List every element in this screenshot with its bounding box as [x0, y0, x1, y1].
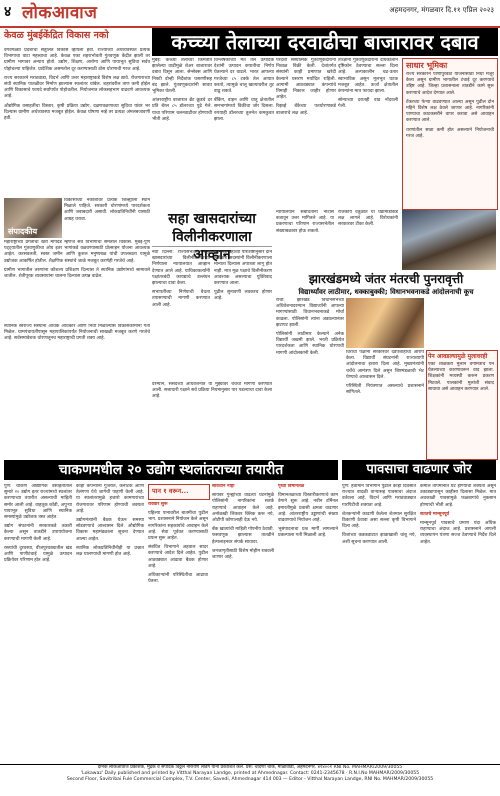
mid-story-continued: दरम्यान, संसदेच्या अधिवेशनात या मुद्द्यावर चर्चेची मागणी करण्यात आली. सत्ताधारी पक्षाने सर्व प्रक्रिया नियमानुसार पार पडल्याचा दावा केला आहे.	[152, 382, 272, 400]
mid-story-col-3: न्यायालयाने संबंधितांना नोटीस बजावून उत्तर मागितले आहे. या प्रकरणाचा परिणाम राज्यसभेतील संख्याबळावर होऊ शकतो.	[276, 210, 334, 234]
bottom-story-col-2: काही कंपन्यांनी गुजरात, कर्नाटक आणि तेलंगणा येथे जागेची पाहणी केली आहे. या स्थलांतरामुळे हजारो कामगारांच्या रोजगारावर परिणाम होण्याची शक्यता आहे. उद्योगमंत्र्यांनी बैठक घेऊन समस्या सोडवण्याचे आश्वासन दिले. औद्योगिक विकास महामंडळाला सूचना देण्यात आल्या आहेत. स्थानिक लोकप्रतिनिधींनीही या प्रश्नात लक्ष घालण्याची मागणी होत आहे.	[76, 484, 144, 558]
rain-story-headline: पावसाचा वाढणार जोर	[342, 460, 496, 480]
newspaper-logo: लोकआवाज	[22, 3, 98, 23]
left-story-body-3: स्थानिक स्वराज्य संस्थांना अधिक अधिकार आणि निधी मिळाल्यास विकासकामांना गती मिळेल. ग्रामपंचायतींपासून महापालिकांपर्यंत नियोजनाची साखळी मजबूत करणे गरजेचे आहे. सर्वसमावेशक धोरणातूनच महाराष्ट्राची प्रगती शक्य आहे.	[4, 324, 150, 342]
main-headline: कच्च्या तेलाच्या दरवाढीचा बाजारावर दबाव	[152, 28, 498, 56]
bottom-story-col-4: सावधान नाही सायबर गुन्ह्यांच्या वाढत्या घटनांमुळे पोलिसांनी नागरिकांना सतर्क राहण्याचे आवाहन केले आहे. अनोळखी लिंकवर क्लिक करू नये, ओटीपी कोणालाही देऊ नये. बँक खात्यांची माहिती गोपनीय ठेवावी. फसवणूक झाल्यास तातडीने हेल्पलाइनवर संपर्क साधावा. जनजागृतीसाठी विशेष मोहीम राबवली जाणार आहे.	[212, 484, 274, 561]
lower-item-3-title: पृथ्वी विमानतळ	[278, 484, 305, 489]
left-story-body-2: महाराष्ट्राच्या प्रगतीचा खरा मापदंड म्हणजे सर्व विभागांचा समतोल विकास. मुंबई-पुणे पट्ट्यातील गुंतवणुकीचा ओघ इतर भागांकडे वळवण्यासाठी प्रोत्साहन योजना आवश्यक आहेत. करसवलती, स्वस्त जमीन आणि कुशल मनुष्यबळ यांची उपलब्धता यामुळे उद्योजक आकर्षित होतील. शैक्षणिक संस्थांचे जाळे मजबूत करणेही गरजेचे आहे. ग्रामीण भागातील तरुणांना कौशल्य प्रशिक्षण दिल्यास ते स्थानिक उद्योगांमध्ये सामावले जातील. शेतीपूरक व्यवसायांना चालना दिल्यास उत्पन्न वाढेल.	[4, 240, 150, 280]
footer-line-3: Second Floor, Savitribai Fule Commercial Complex, T.V. Center, Savedi, Ahmednagar 414 003 — Editor - Vitthal Narayan Landge, RNI No. MAHMAR/2009/30055	[66, 777, 434, 782]
protest-photo	[402, 210, 496, 270]
rain-story-col-2: कमाल तापमानात घट होण्याची शक्यता असून उकाड्यापासून काहीसा दिलासा मिळेल. मात्र अवकाळी पावसामुळे फळबागांचे नुकसान होण्याची भीती आहे. सततचे मान्सूनपूर्व मान्सूनपूर्व पावसाचे प्रमाण यंदा अधिक राहण्याचा अंदाज आहे. प्रशासनाने आपत्ती व्यवस्थापन यंत्रणा सज्ज ठेवण्याचे निर्देश दिले आहेत.	[420, 484, 496, 545]
rain-story-col-1: पुणे: हवामान विभागाने पुढील काही दिवसांत राज्यात वादळी वाऱ्यासह पावसाचा अंदाज वर्तवला आहे. विदर्भ आणि मराठवाड्यात गारपिटीची शक्यता आहे. शेतकऱ्यांनी काढणी केलेला शेतमाल सुरक्षित ठिकाणी ठेवावा असा सल्ला कृषी विभागाने दिला आहे. विजांच्या कडकडाटात झाडाखाली थांबू नये, अशी सूचना करण्यात आली.	[342, 484, 416, 545]
bottom-story-headline: चाकणमधील २० उद्योग स्थलांतराच्या तयारीत	[4, 460, 338, 480]
main-story-col-2: विश्लेषकांच्या मते तेल उत्पादक देशांनी उत्पादन कपातीचा निर्णय घेतल्याने दर वाढले. भारत आपल्या गरजेच्या ८५ टक्के तेल आयात करतो, त्यामुळे चालू खात्यावरील तूट वाढू शकते. बँकिंग, वाहन आणि धातू क्षेत्रातील समभागांमध्ये विक्रीचा जोर दिसला. रुपयाही डॉलरच्या तुलनेत कमकुवत झाला.	[214, 58, 274, 122]
left-story-headline: केवळ मुंबईकेंद्रित विकास नको	[4, 30, 109, 41]
footer-line-2: 'Lokawaz' Daily published and printed by Vitthal Narayan Landge, printed at Ahmednagar. Contact: 0241-2345678 · R.N.I.No MAHMAR/2009/30055	[80, 771, 420, 776]
bottom-story-col-1: पुणे: चाकण औद्योगिक वसाहतीतील सुमारे २० उद्योग इतर राज्यांमध्ये स्थलांतर करण्याच्या तयारीत असल्याची माहिती समोर आली आहे. वाहतूक कोंडी, अपुऱ्या पायाभूत सुविधा आणि स्थानिक समस्यांमुळे उद्योजक त्रस्त आहेत. उद्योग संघटनांनी सरकारकडे तक्रारी केल्या असून तातडीने उपाययोजना करण्याची मागणी केली आहे. रस्त्यांची दुरवस्था, वीजपुरवठ्यातील खंड आणि पाणीटंचाई यामुळे उत्पादन प्रक्रियेवर परिणाम होत आहे.	[4, 484, 72, 564]
lower-item-1-title: रविवार सुरू	[148, 502, 168, 507]
inset-box-title: पेन आवडल्यामुळे मुलावरही	[428, 353, 488, 360]
left-story-body: वेगवेगळ्या प्रदेशांचा संतुलित विकास व्हायला हवा. राज्याच्या अर्थव्यवस्थेत प्रत्येक विभागाचा वाटा महत्त्वाचा आहे. केवळ एका शहराभोवती गुंतवणूक केंद्रीत झाली तर ग्रामीण भागावर अन्याय होतो. उद्योग, शिक्षण, आरोग्य आणि पायाभूत सुविधा सर्वत्र पोहोचल्या पाहिजेत. प्रादेशिक असमतोल दूर करण्यासाठी ठोस धोरणाची गरज आहे. राज्य सरकारने मराठवाडा, विदर्भ आणि उत्तर महाराष्ट्राकडे विशेष लक्ष द्यावे. रोजगाराच्या संधी स्थानिक पातळीवर निर्माण झाल्यास स्थलांतर थांबेल. शहरांवरील ताण कमी होईल आणि विकासाचे फायदे सर्वांपर्यंत पोहोचतील. नियोजनात लोकसहभाग वाढवणे आवश्यक आहे. औद्योगिक वसाहतींचा विस्तार, कृषी प्रक्रिया उद्योग, दळणवळणाच्या सुविधा यांवर भर दिल्यास ग्रामीण अर्थव्यवस्था मजबूत होईल. केवळ घोषणा नव्हे तर प्रत्यक्ष अंमलबजावणी हवी.	[4, 48, 150, 122]
jharkhand-col-1: रांची: झारखंड विधानसभेच्या अधिवेशनादरम्यान विद्यार्थ्यांनी आपल्या मागण्यांसाठी विधानभवनाकडे मोर्चा काढला. पोलिसांनी त्यांना अडवल्यानंतर झटापट झाली. पोलिसांनी लाठीमार केल्याने अनेक विद्यार्थी जखमी झाले. भरती प्रक्रियेत पारदर्शकता आणि स्थानिक धोरणाची मागणी आंदोलकांनी केली.	[276, 298, 344, 356]
main-story-col-3: परदेशी संस्थात्मक गुंतवणूकदारांनी निव्वळ विक्री केली. देशांतर्गत संस्थांनी काही प्रमाणात खरेदी केल्याने घसरण मर्यादित राहिली. आगामी आठवड्यात कंपन्यांचे तिमाही निकाल जाहीर होणार आहेत. रिझर्व्ह बँकेच्या पतधोरणाकडे बाजाराचे लक्ष आहे.	[276, 58, 336, 116]
footer-imprint	[0, 764, 500, 796]
jharkhand-subhead: विद्यार्थ्यांवर लाठीमार, धक्काबुक्की; विधानभवनाकडे आंदोलनाची कूच	[298, 288, 474, 296]
mid-story-col-4: राजकीय वर्तुळात या घडामोडींकडे लक्ष लागले आहे. विरोधकांनी सरकारवर टीका केली.	[338, 210, 398, 228]
lower-item-2-title: सावधान नाही	[212, 484, 235, 489]
jharkhand-headline: झारखंडमध्ये जंतर मंतरची पुनरावृत्ती	[308, 272, 464, 286]
bottom-story-col-5: पृथ्वी विमानतळ विमानतळाच्या विस्तारीकरणाचे काम वेगाने सुरू आहे. नवीन टर्मिनल इमारतीमुळे प्रवासी क्षमता वाढणार आहे. आंतरराष्ट्रीय उड्डाणांची संख्या वाढवण्याचे नियोजन आहे. भूसंपादनाचा प्रश्न मार्गी लागल्याने प्रकल्पाला गती मिळाली आहे.	[278, 484, 338, 539]
jharkhand-col-2: विरोधी पक्षांनी सरकारवर दडपशाहीचा आरोप केला. विद्यार्थी संघटनांनी राज्यव्यापी आंदोलनाचा इशारा दिला आहे. मुख्यमंत्र्यांनी चर्चेचे आमंत्रण दिले असून शिष्टमंडळाची भेट घेण्याचे आश्वासन दिले. परिस्थिती नियंत्रणात असल्याचे प्रशासनाने सांगितले.	[346, 350, 424, 396]
sidebar-box-body: राज्य सरकारने पाणीपुरवठा योजनांसाठी निधी मंजूर केला असून ग्रामीण भागातील टंचाई दूर करण्याचे उद्दिष्ट आहे. जिल्हा प्रशासनाला तातडीने कामे सुरू करण्याचे आदेश देण्यात आले. टँकरच्या फेऱ्या वाढवण्यात आल्या असून पुढील दोन महिने विशेष लक्ष ठेवले जाणार आहे. नागरिकांनी पाण्याचा काटकसरीने वापर करावा असे आवाहन करण्यात आले. धरणांतील साठा कमी होत असल्याने नियोजनाची गरज आहे.	[406, 72, 494, 139]
divider	[152, 246, 272, 247]
page-number: ४	[4, 4, 12, 20]
main-story-col-1: मुंबई: कच्च्या तेलाच्या किमतीत झालेल्या वाढीमुळे शेअर बाजारावर दबाव दिसून आला. सेन्सेक्स आणि निफ्टी दोन्ही निर्देशांक घसरणीसह बंद झाले. गुंतवणूकदारांनी सावध भूमिका घेतली. आंतरराष्ट्रीय बाजारात ब्रेंट क्रूडचे दर प्रति बॅरल ८५ डॉलरच्या पुढे गेले. याचा परिणाम चलनवाढीवर होण्याची भीती आहे.	[152, 58, 212, 122]
main-story-col-4: तज्ज्ञांनी गुंतवणूकदारांना दीर्घकालीन दृष्टिकोन ठेवण्याचा सल्ला दिला आहे. अल्पकालीन चढ-उतार स्वाभाविक असून मूलभूत घटक मजबूत आहेत. ऊर्जा क्षेत्रातील कंपन्यांना मात्र फायदा झाला. सोन्याच्या दरातही वाढ नोंदवली गेली.	[338, 58, 398, 110]
sidebar-box-title: साधार भूमिका	[406, 61, 448, 70]
inset-box-body: एका शाळकरी मुलाने वर्गमित्राचे पेन घेतल्याच्या कारणावरून वाद झाला. शिक्षकांनी मध्यस्थी करून प्रकरण मिटवले. पालकांनी मुलांशी संवाद साधावा असे आवाहन करण्यात आले.	[428, 362, 494, 392]
continued-label: पान १ वरून...	[152, 487, 189, 495]
rally-photo	[346, 298, 424, 348]
editorial-intro: विकासाच्या नकाशावर प्रत्येक जिल्ह्याला स्थान मिळाले पाहिजे. सरकारी धोरणांमध्ये पारदर्शकता आणि जबाबदारी असावी. लोकप्रतिनिधींनी यासाठी आग्रह धरावा.	[64, 198, 150, 222]
mid-story-col-2: घटनेच्या दहाव्या परिशिष्टानुसार दोन तृतीयांश सदस्यांनी विलीनीकरणाला मान्यता दिल्यास अपात्रता लागू होत नाही. मात्र मूळ पक्षाचे विलीनीकरण आवश्यक असल्याचा युक्तिवाद करण्यात आला. पुढील सुनावणी लवकरच होणार आहे.	[214, 250, 272, 302]
mid-story-headline: सहा खासदारांच्या विलीनीकरणाला आव्हान	[168, 211, 256, 263]
footer-line-1: दैनिक लोकआवाज प्रकाशक, मुद्रक व संपादक विठ्ठल नारायण लांडगे यांनी प्रकाशित केले. प्रेस: चांदणी चौक, माळीवाडा, अहमदनगर. ४१४००१ RNI No. MAHMAR/2009/30055	[97, 765, 403, 770]
dateline: अहमदनगर, मंगळवार दि.११ एप्रिल २०२३	[389, 6, 494, 14]
lower-item-4-title: सततचे मान्सूनपूर्व	[420, 511, 450, 517]
bottom-story-col-3: रविवार सुरू पहिल्या पानावरील बातमीचा पुढील भाग. प्रशासनाने नियोजन केले असून नागरिकांना सहकार्याचे आवाहन केले आहे. सेवा पूर्ववत करण्यासाठी प्रयत्न सुरू आहेत. संबंधित विभागाने अहवाल सादर करण्याचे आदेश दिले आहेत. पुढील आठवड्यात आढावा बैठक होणार आहे. अधिकाऱ्यांनी परिस्थितीचा आढावा घेतला.	[148, 502, 208, 585]
editorial-kicker: संपादकीय	[8, 227, 38, 236]
mid-story-col-1: नवी दिल्ली: राज्यसभेतील सहा खासदारांच्या विलीनीकरणाच्या निर्णयाला न्यायालयात आव्हान देण्यात आले आहे. याचिकाकर्त्यांनी पक्षांतरबंदी कायद्याचे उल्लंघन झाल्याचा दावा केला. सभापतींच्या निर्णयाची वैधता तपासण्याची मागणी करण्यात आली आहे.	[152, 250, 210, 308]
